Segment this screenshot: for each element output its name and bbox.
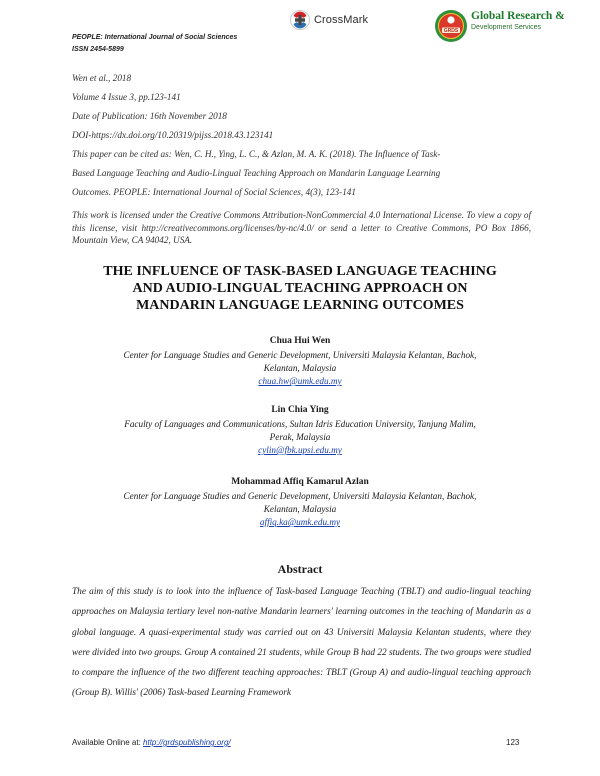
author-affiliation: Center for Language Studies and Generic Development, Universiti Malaysia Kelantan, Bachok, [123, 491, 477, 501]
crossmark-icon [290, 8, 310, 32]
license-text: This work is licensed under the Creative Commons Attribution-NonCommercial 4.0 International License. To view a copy of this license, visit http://creativecommons.org/licenses/by-nc/4.0/ or send a letter to Creative Commons, PO Box 1866, Mountain View, CA 94042, USA. [72, 210, 531, 245]
author-affiliation: Kelantan, Malaysia [263, 504, 337, 514]
volume-info: Volume 4 Issue 3, pp.123-141 [72, 92, 181, 102]
journal-name: PEOPLE: International Journal of Social Sciences [72, 34, 238, 41]
crossmark-label: CrossMark [314, 14, 369, 26]
paper-title [60, 263, 540, 314]
abstract-heading: Abstract [277, 562, 323, 576]
article-meta [72, 69, 532, 202]
publication-date: Date of Publication: 16th November 2018 [72, 111, 227, 121]
author-affiliation: Faculty of Languages and Communications, Sultan Idris Education University, Tanjung Malim, [124, 419, 476, 429]
grds-title: Global Research & [471, 10, 565, 22]
page-number: 123 [506, 738, 520, 747]
grds-badge-text: GRDS [443, 28, 459, 34]
author-email-link[interactable]: cylin@fbk.upsi.edu.my [258, 445, 342, 455]
citation-line: Based Language Teaching and Audio-Lingual Teaching Approach on Mandarin Language Learning [72, 168, 441, 178]
abstract-body: The aim of this study is to look into the influence of Task-based Language Teaching (TBLT) and audio-lingual teaching approaches on Malaysia tertiary level non-native Mandarin learners' learning outcomes in the teaching of Mandarin as a global language. A quasi-experimental study was carried out on 43 Universiti Malaysia Kelantan students, where they were divided into two groups. Group A contained 21 students, while Group B had 22 students. The two groups were studied to compare the influence of the two different teaching approaches: TBLT (Group A) and audio-lingual teaching approach (Group B). Willis' (2006) Task-based Learning Framework [72, 587, 531, 699]
author-name: Mohammad Affiq Kamarul Azlan [231, 477, 369, 487]
author-affiliation: Center for Language Studies and Generic Development, Universiti Malaysia Kelantan, Bachok, [123, 350, 477, 360]
title-line: AND AUDIO-LINGUAL TEACHING APPROACH ON [132, 281, 468, 296]
doi-link[interactable]: DOI-https://dx.doi.org/10.20319/pijss.2018.43.123141 [72, 130, 274, 140]
author-block [60, 476, 540, 529]
author-affiliation: Kelantan, Malaysia [263, 363, 337, 373]
authors-short: Wen et al., 2018 [72, 73, 132, 83]
citation-line: Outcomes. PEOPLE: International Journal of Social Sciences, 4(3), 123-141 [72, 187, 356, 197]
grds-globe-icon [434, 9, 468, 43]
author-affiliation: Perak, Malaysia [269, 432, 331, 442]
footer-availability [72, 738, 231, 747]
crossmark-badge[interactable] [290, 8, 368, 32]
citation-line: This paper can be cited as: Wen, C. H., Ying, L. C., & Azlan, M. A. K. (2018). The Influence of Task- [72, 149, 441, 159]
author-block [60, 404, 540, 457]
author-email-link[interactable]: affiq.ka@umk.edu.my [259, 517, 341, 527]
author-name: Chua Hui Wen [269, 336, 331, 346]
author-email-link[interactable]: chua.hw@umk.edu.my [258, 376, 342, 386]
title-line: MANDARIN LANGUAGE LEARNING OUTCOMES [136, 298, 464, 313]
footer-available-label: Available Online at: [72, 738, 144, 747]
grds-subtitle: Development Services [471, 24, 542, 31]
grds-logo [434, 9, 565, 43]
footer-url-link[interactable]: http://grdspublishing.org/ [143, 738, 231, 747]
journal-issn: ISSN 2454-5899 [72, 46, 124, 53]
title-line: THE INFLUENCE OF TASK-BASED LANGUAGE TEACHING [103, 264, 497, 279]
author-block [60, 335, 540, 388]
journal-header [72, 32, 237, 56]
author-name: Lin Chia Ying [271, 405, 329, 415]
